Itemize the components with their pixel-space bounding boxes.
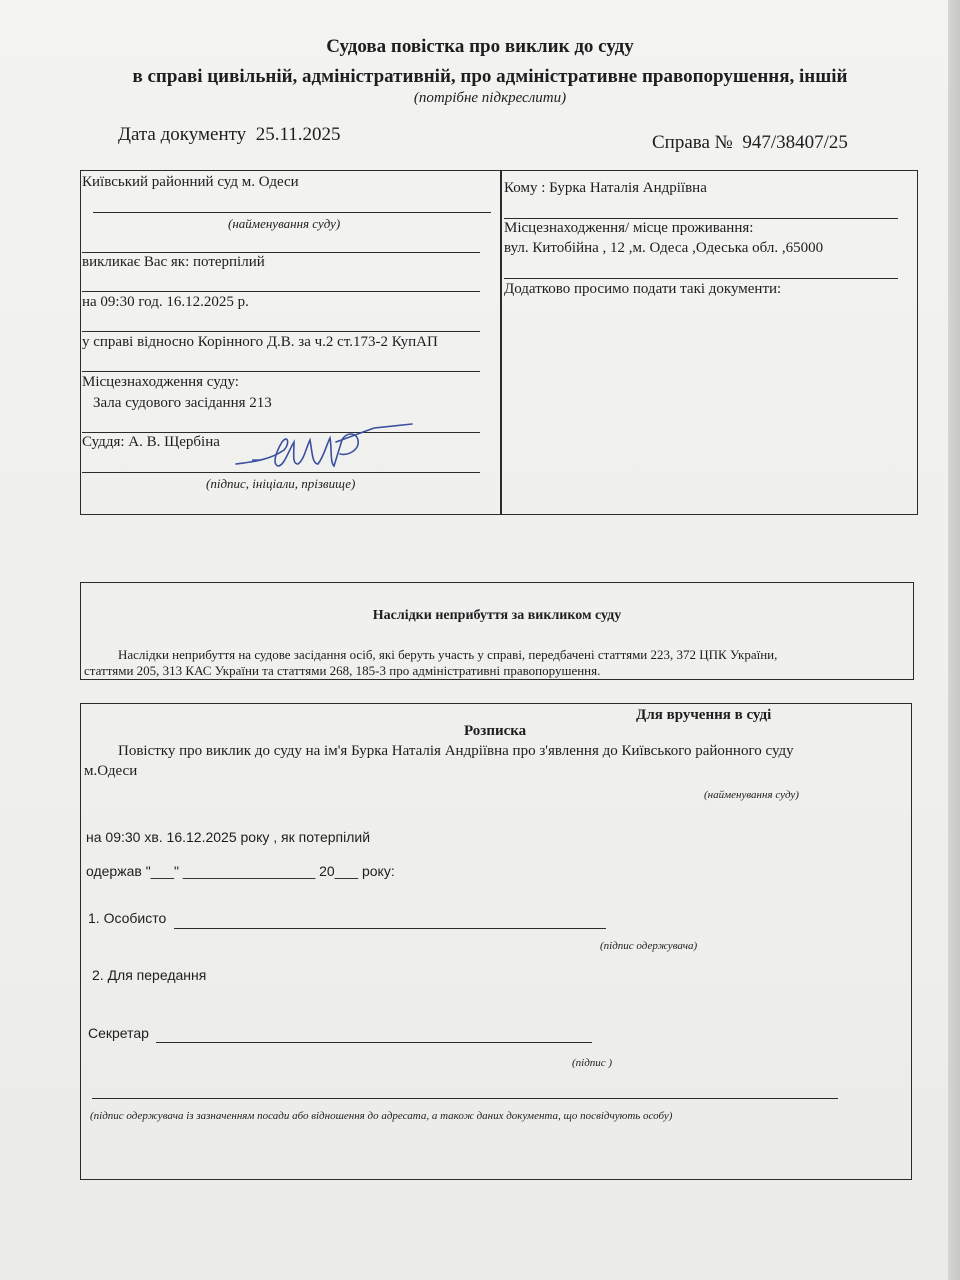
recipient-address-value: вул. Китобійна , 12 ,м. Одеса ,Одеська обл. ,65000 [504, 240, 824, 256]
summons-divider [500, 171, 502, 514]
consequences-line-1: Наслідки неприбуття на судове засідання осіб, які беруть участь у справі, передбачені статтями 223, 372 ЦПК України, [118, 647, 778, 662]
receipt-court-caption: (найменування суду) [704, 789, 799, 801]
recipient-address-label: Місцезнаходження/ місце проживання: [504, 220, 754, 236]
transfer-label: 2. Для передання [92, 967, 207, 983]
document-subtitle: в справі цивільній, адміністративній, про адміністративне правопорушення, іншій [132, 66, 848, 87]
case-label: Справа № [652, 132, 733, 153]
secretary-signature-line [156, 1042, 592, 1043]
personal-label: 1. Особисто [88, 910, 167, 926]
address-line [504, 278, 898, 279]
case-subject: у справі відносно Корінного Д.В. за ч.2 ст.173-2 КупАП [82, 334, 438, 350]
receipt-title: Розписка [464, 723, 527, 739]
receipt-time: на 09:30 хв. 16.12.2025 року , як потерпілий [86, 829, 371, 845]
subject-line [82, 371, 480, 372]
consequences-line-2: статтями 205, 313 КАС України та статтями 268, 185-3 про адміністративні правопорушення. [84, 663, 601, 678]
case-number [652, 132, 848, 154]
date-label: Дата документу [118, 124, 247, 145]
role-line [82, 291, 480, 292]
judge-line [82, 472, 480, 473]
document-date [118, 124, 340, 146]
judge-caption: (підпис, ініціали, прізвище) [206, 476, 356, 491]
personal-signature-line [174, 928, 606, 929]
court-name: Київський районний суд м. Одеси [82, 174, 299, 190]
receipt-received: одержав "___" _________________ 20___ року: [86, 863, 395, 879]
receipt-text-2: м.Одеси [84, 763, 138, 779]
recipient: Кому : Бурка Наталія Андріївна [504, 180, 707, 196]
document-title: Судова повістка про виклик до суду [326, 36, 634, 57]
court-location-value: Зала судового засідання 213 [93, 395, 272, 411]
underline-note: (потрібне підкреслити) [413, 90, 567, 106]
secretary-caption: (підпис ) [572, 1057, 613, 1069]
for-court-label: Для вручення в суді [636, 707, 772, 723]
recipient-signature-line [92, 1098, 838, 1099]
documents-request: Додатково просимо подати такі документи: [504, 281, 782, 297]
footer-caption: (підпис одержувача із зазначенням посади або відношення до адресата, а також даних документа, що посвідчують особу) [90, 1110, 673, 1122]
receipt-text-1: Повістку про виклик до суду на ім'я Бурка Наталія Андріївна про з'явлення до Київського районного суду [118, 743, 794, 759]
judge-name: Суддя: А. В. Щербіна [82, 434, 220, 450]
receipt-box [80, 703, 912, 1180]
consequences-title: Наслідки неприбуття за викликом суду [372, 608, 622, 623]
secretary-label: Секретар [88, 1025, 149, 1041]
court-caption: (найменування суду) [228, 216, 341, 231]
time-line [82, 331, 480, 332]
date-value: 25.11.2025 [255, 124, 341, 145]
recipient-line [504, 218, 898, 219]
personal-caption: (підпис одержувача) [600, 940, 698, 952]
court-line [93, 212, 491, 213]
case-value: 947/38407/25 [742, 132, 848, 153]
page-edge [948, 0, 960, 1280]
court-location-label: Місцезнаходження суду: [82, 374, 239, 390]
blank-line [82, 252, 480, 253]
summons-role: викликає Вас як: потерпілий [82, 254, 265, 270]
judge-signature [232, 420, 417, 480]
hearing-time: на 09:30 год. 16.12.2025 р. [82, 294, 249, 310]
